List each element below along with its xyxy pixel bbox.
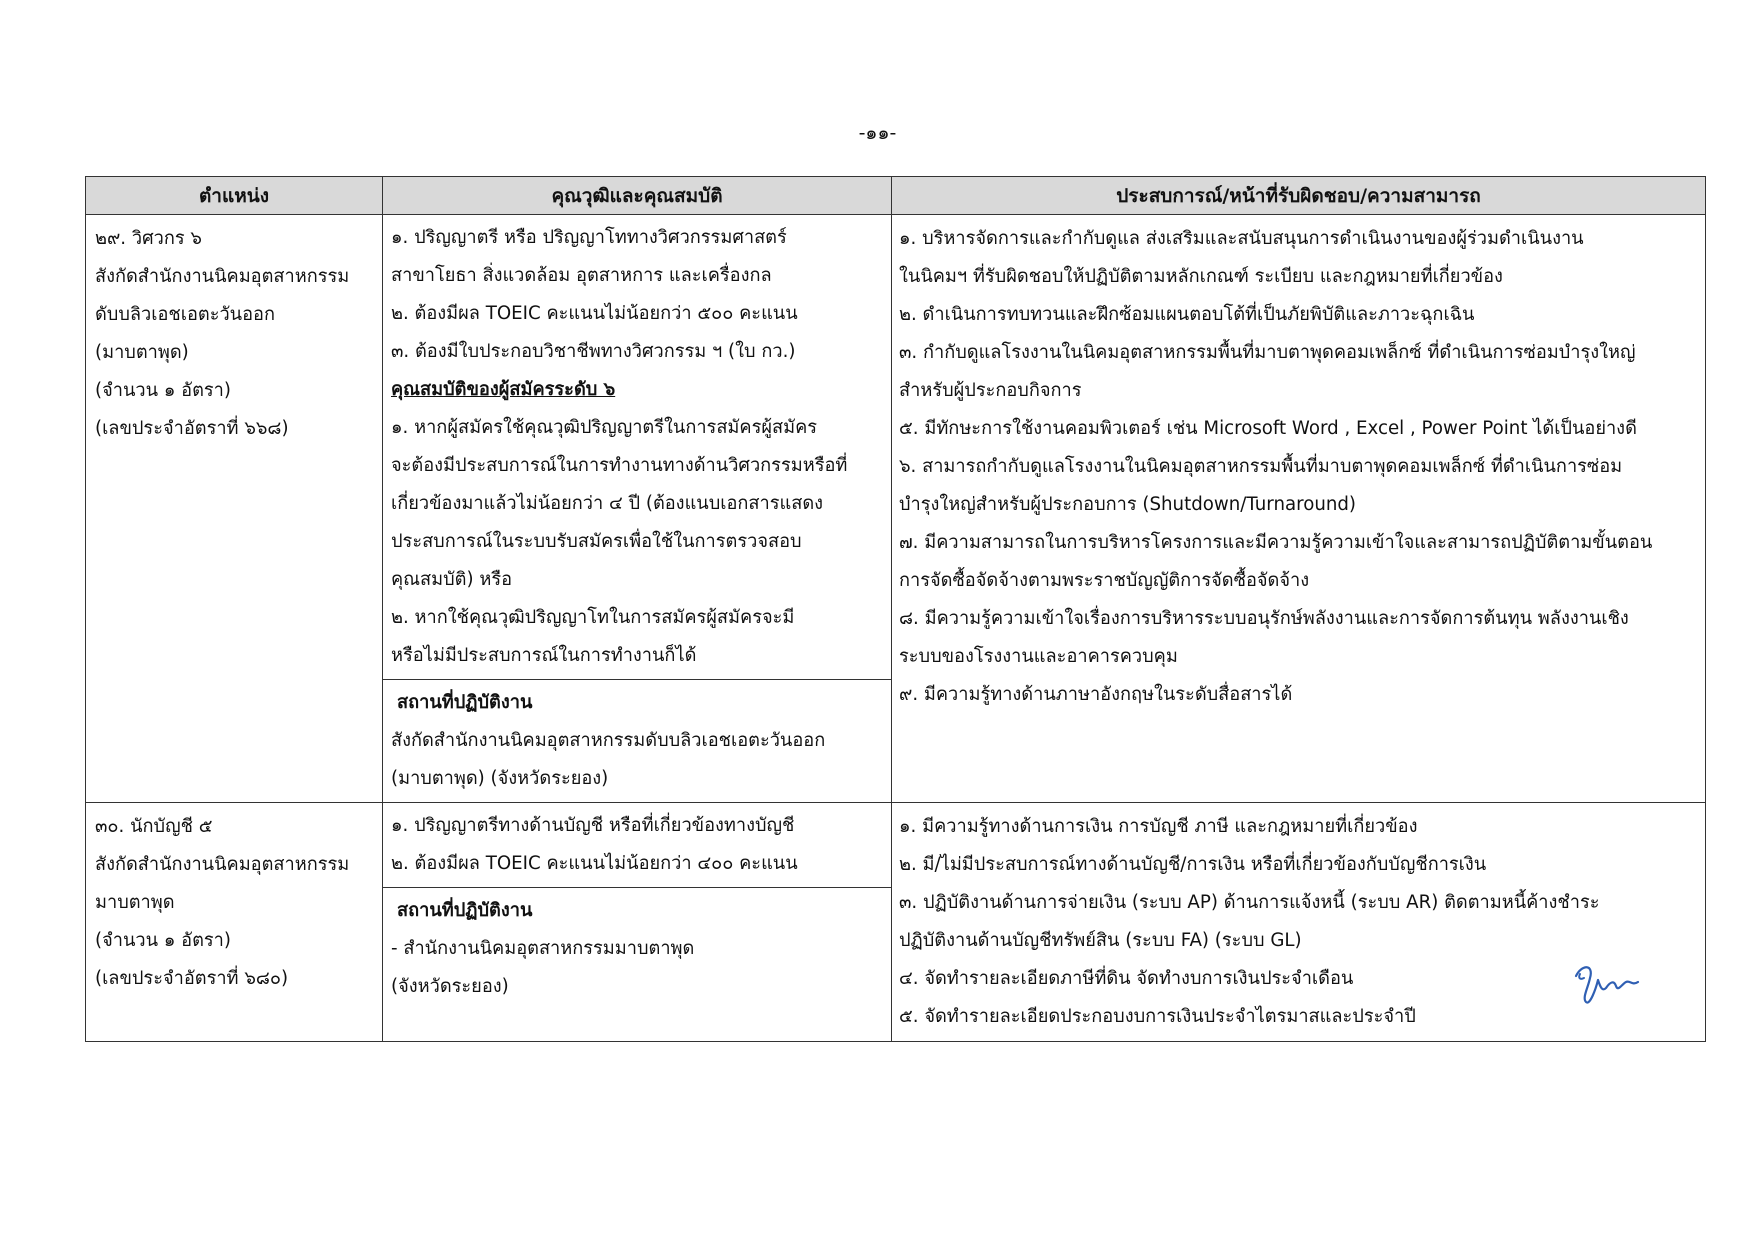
position-line: ๒๙. วิศวกร ๖ (95, 228, 202, 249)
position-line: ๓๐. นักบัญชี ๕ (95, 816, 213, 837)
position-line: (มาบตาพุด) (95, 342, 189, 363)
job-requirements-table (85, 176, 1706, 1042)
workplace-heading: สถานที่ปฏิบัติงาน (397, 900, 533, 921)
experience-line: ๕. จัดทำรายละเอียดประกอบงบการเงินประจำไตรมาสและประจำปี (899, 1006, 1416, 1027)
position-line: (เลขประจำอัตราที่ ๖๘๐) (95, 968, 289, 989)
page-number: -๑๑- (858, 122, 897, 144)
table-row (86, 215, 1706, 803)
level-line: เกี่ยวข้องมาแล้วไม่น้อยกว่า ๔ ปี (ต้องแนบเอกสารแสดง (391, 493, 824, 514)
qualification-line: ๑. ปริญญาตรีทางด้านบัญชี หรือที่เกี่ยวข้องทางบัญชี (391, 815, 795, 836)
experience-line: สำหรับผู้ประกอบกิจการ (899, 380, 1082, 401)
workplace-line: - สำนักงานนิคมอุตสาหกรรมมาบตาพุด (391, 938, 695, 959)
level-line: ๒. หากใช้คุณวุฒิปริญญาโทในการสมัครผู้สมัครจะมี (391, 607, 795, 628)
experience-line: ๘. มีความรู้ความเข้าใจเรื่องการบริหารระบบอนุรักษ์พลังงานและการจัดการต้นทุน พลังงานเชิง (899, 608, 1629, 629)
qualification-line: ๑. ปริญญาตรี หรือ ปริญญาโททางวิศวกรรมศาสตร์ (391, 227, 787, 248)
workplace-block (383, 680, 891, 802)
experience-line: ปฏิบัติงานด้านบัญชีทรัพย์สิน (ระบบ FA) (ระบบ GL) (899, 930, 1302, 951)
qualifications-cell (383, 803, 892, 1042)
position-line: มาบตาพุด (95, 892, 175, 913)
experience-cell (892, 215, 1706, 803)
level-line: จะต้องมีประสบการณ์ในการทำงานทางด้านวิศวกรรมหรือที่ (391, 455, 848, 476)
handwritten-signature (1568, 958, 1648, 1008)
level-heading: คุณสมบัติของผู้สมัครระดับ ๖ (391, 379, 616, 400)
experience-line: การจัดซื้อจัดจ้างตามพระราชบัญญัติการจัดซื้อจัดจ้าง (899, 570, 1310, 591)
experience-line: ในนิคมฯ ที่รับผิดชอบให้ปฏิบัติตามหลักเกณฑ์ ระเบียบ และกฎหมายที่เกี่ยวข้อง (899, 266, 1503, 287)
experience-line: ๒. ดำเนินการทบทวนและฝึกซ้อมแผนตอบโต้ที่เป็นภัยพิบัติและภาวะฉุกเฉิน (899, 304, 1475, 325)
experience-line: ๔. จัดทำรายละเอียดภาษีที่ดิน จัดทำงบการเงินประจำเดือน (899, 968, 1354, 989)
position-line: ดับบลิวเอชเอตะวันออก (95, 304, 275, 325)
qualification-line: สาขาโยธา สิ่งแวดล้อม อุตสาหการ และเครื่องกล (391, 265, 772, 286)
workplace-block (383, 888, 891, 1010)
header-qualifications: คุณวุฒิและคุณสมบัติ (383, 177, 892, 215)
experience-line: ๗. มีความสามารถในการบริหารโครงการและมีความรู้ความเข้าใจและสามารถปฏิบัติตามขั้นตอน (899, 532, 1653, 553)
qualifications-cell (383, 215, 892, 803)
signature-stroke (1576, 967, 1638, 1002)
table-header-row (86, 177, 1706, 215)
level-line: หรือไม่มีประสบการณ์ในการทำงานก็ได้ (391, 645, 697, 666)
experience-line: ๙. มีความรู้ทางด้านภาษาอังกฤษในระดับสื่อสารได้ (899, 684, 1293, 705)
experience-line: ๕. มีทักษะการใช้งานคอมพิวเตอร์ เช่น Microsoft Word , Excel , Power Point ได้เป็นอย่างดี (899, 418, 1637, 439)
qualification-line: ๒. ต้องมีผล TOEIC คะแนนไม่น้อยกว่า ๕๐๐ คะแนน (391, 303, 798, 324)
experience-line: ๑. บริหารจัดการและกำกับดูแล ส่งเสริมและสนับสนุนการดำเนินงานของผู้ร่วมดำเนินงาน (899, 228, 1584, 249)
experience-line: ๓. กำกับดูแลโรงงานในนิคมอุตสาหกรรมพื้นที่มาบตาพุดคอมเพล็กซ์ ที่ดำเนินการซ่อมบำรุงใหญ่ (899, 342, 1636, 363)
qualification-line: ๓. ต้องมีใบประกอบวิชาชีพทางวิศวกรรม ฯ (ใบ กว.) (391, 341, 796, 362)
workplace-heading: สถานที่ปฏิบัติงาน (397, 692, 533, 713)
experience-line: ๒. มี/ไม่มีประสบการณ์ทางด้านบัญชี/การเงิน หรือที่เกี่ยวข้องกับบัญชีการเงิน (899, 854, 1487, 875)
workplace-line: (จังหวัดระยอง) (391, 976, 509, 997)
position-cell (86, 803, 383, 1042)
experience-line: บำรุงใหญ่สำหรับผู้ประกอบการ (Shutdown/Turnaround) (899, 494, 1357, 515)
level-line: คุณสมบัติ) หรือ (391, 569, 513, 590)
experience-line: ๓. ปฏิบัติงานด้านการจ่ายเงิน (ระบบ AP) ด้านการแจ้งหนี้ (ระบบ AR) ติดตามหนี้ค้างชำระ (899, 892, 1600, 913)
position-line: (จำนวน ๑ อัตรา) (95, 930, 231, 951)
level-line: ประสบการณ์ในระบบรับสมัครเพื่อใช้ในการตรวจสอบ (391, 531, 802, 552)
qualifications-block (383, 215, 891, 680)
experience-line: ๑. มีความรู้ทางด้านการเงิน การบัญชี ภาษี และกฎหมายที่เกี่ยวข้อง (899, 816, 1418, 837)
workplace-line: (มาบตาพุด) (จังหวัดระยอง) (391, 768, 609, 789)
experience-line: ระบบของโรงงานและอาคารควบคุม (899, 646, 1178, 667)
qualification-line: ๒. ต้องมีผล TOEIC คะแนนไม่น้อยกว่า ๔๐๐ คะแนน (391, 853, 798, 874)
qualifications-block (383, 803, 891, 888)
experience-line: ๖. สามารถกำกับดูแลโรงงานในนิคมอุตสาหกรรมพื้นที่มาบตาพุดคอมเพล็กซ์ ที่ดำเนินการซ่อม (899, 456, 1623, 477)
header-experience: ประสบการณ์/หน้าที่รับผิดชอบ/ความสามารถ (892, 177, 1706, 215)
position-line: สังกัดสำนักงานนิคมอุตสาหกรรม (95, 854, 350, 875)
level-line: ๑. หากผู้สมัครใช้คุณวุฒิปริญญาตรีในการสมัครผู้สมัคร (391, 417, 818, 438)
workplace-line: สังกัดสำนักงานนิคมอุตสาหกรรมดับบลิวเอชเอตะวันออก (391, 730, 826, 751)
position-line: (จำนวน ๑ อัตรา) (95, 380, 231, 401)
position-line: (เลขประจำอัตราที่ ๖๖๘) (95, 418, 289, 439)
table-row (86, 803, 1706, 1042)
position-cell (86, 215, 383, 803)
header-position: ตำแหน่ง (86, 177, 383, 215)
position-line: สังกัดสำนักงานนิคมอุตสาหกรรม (95, 266, 350, 287)
